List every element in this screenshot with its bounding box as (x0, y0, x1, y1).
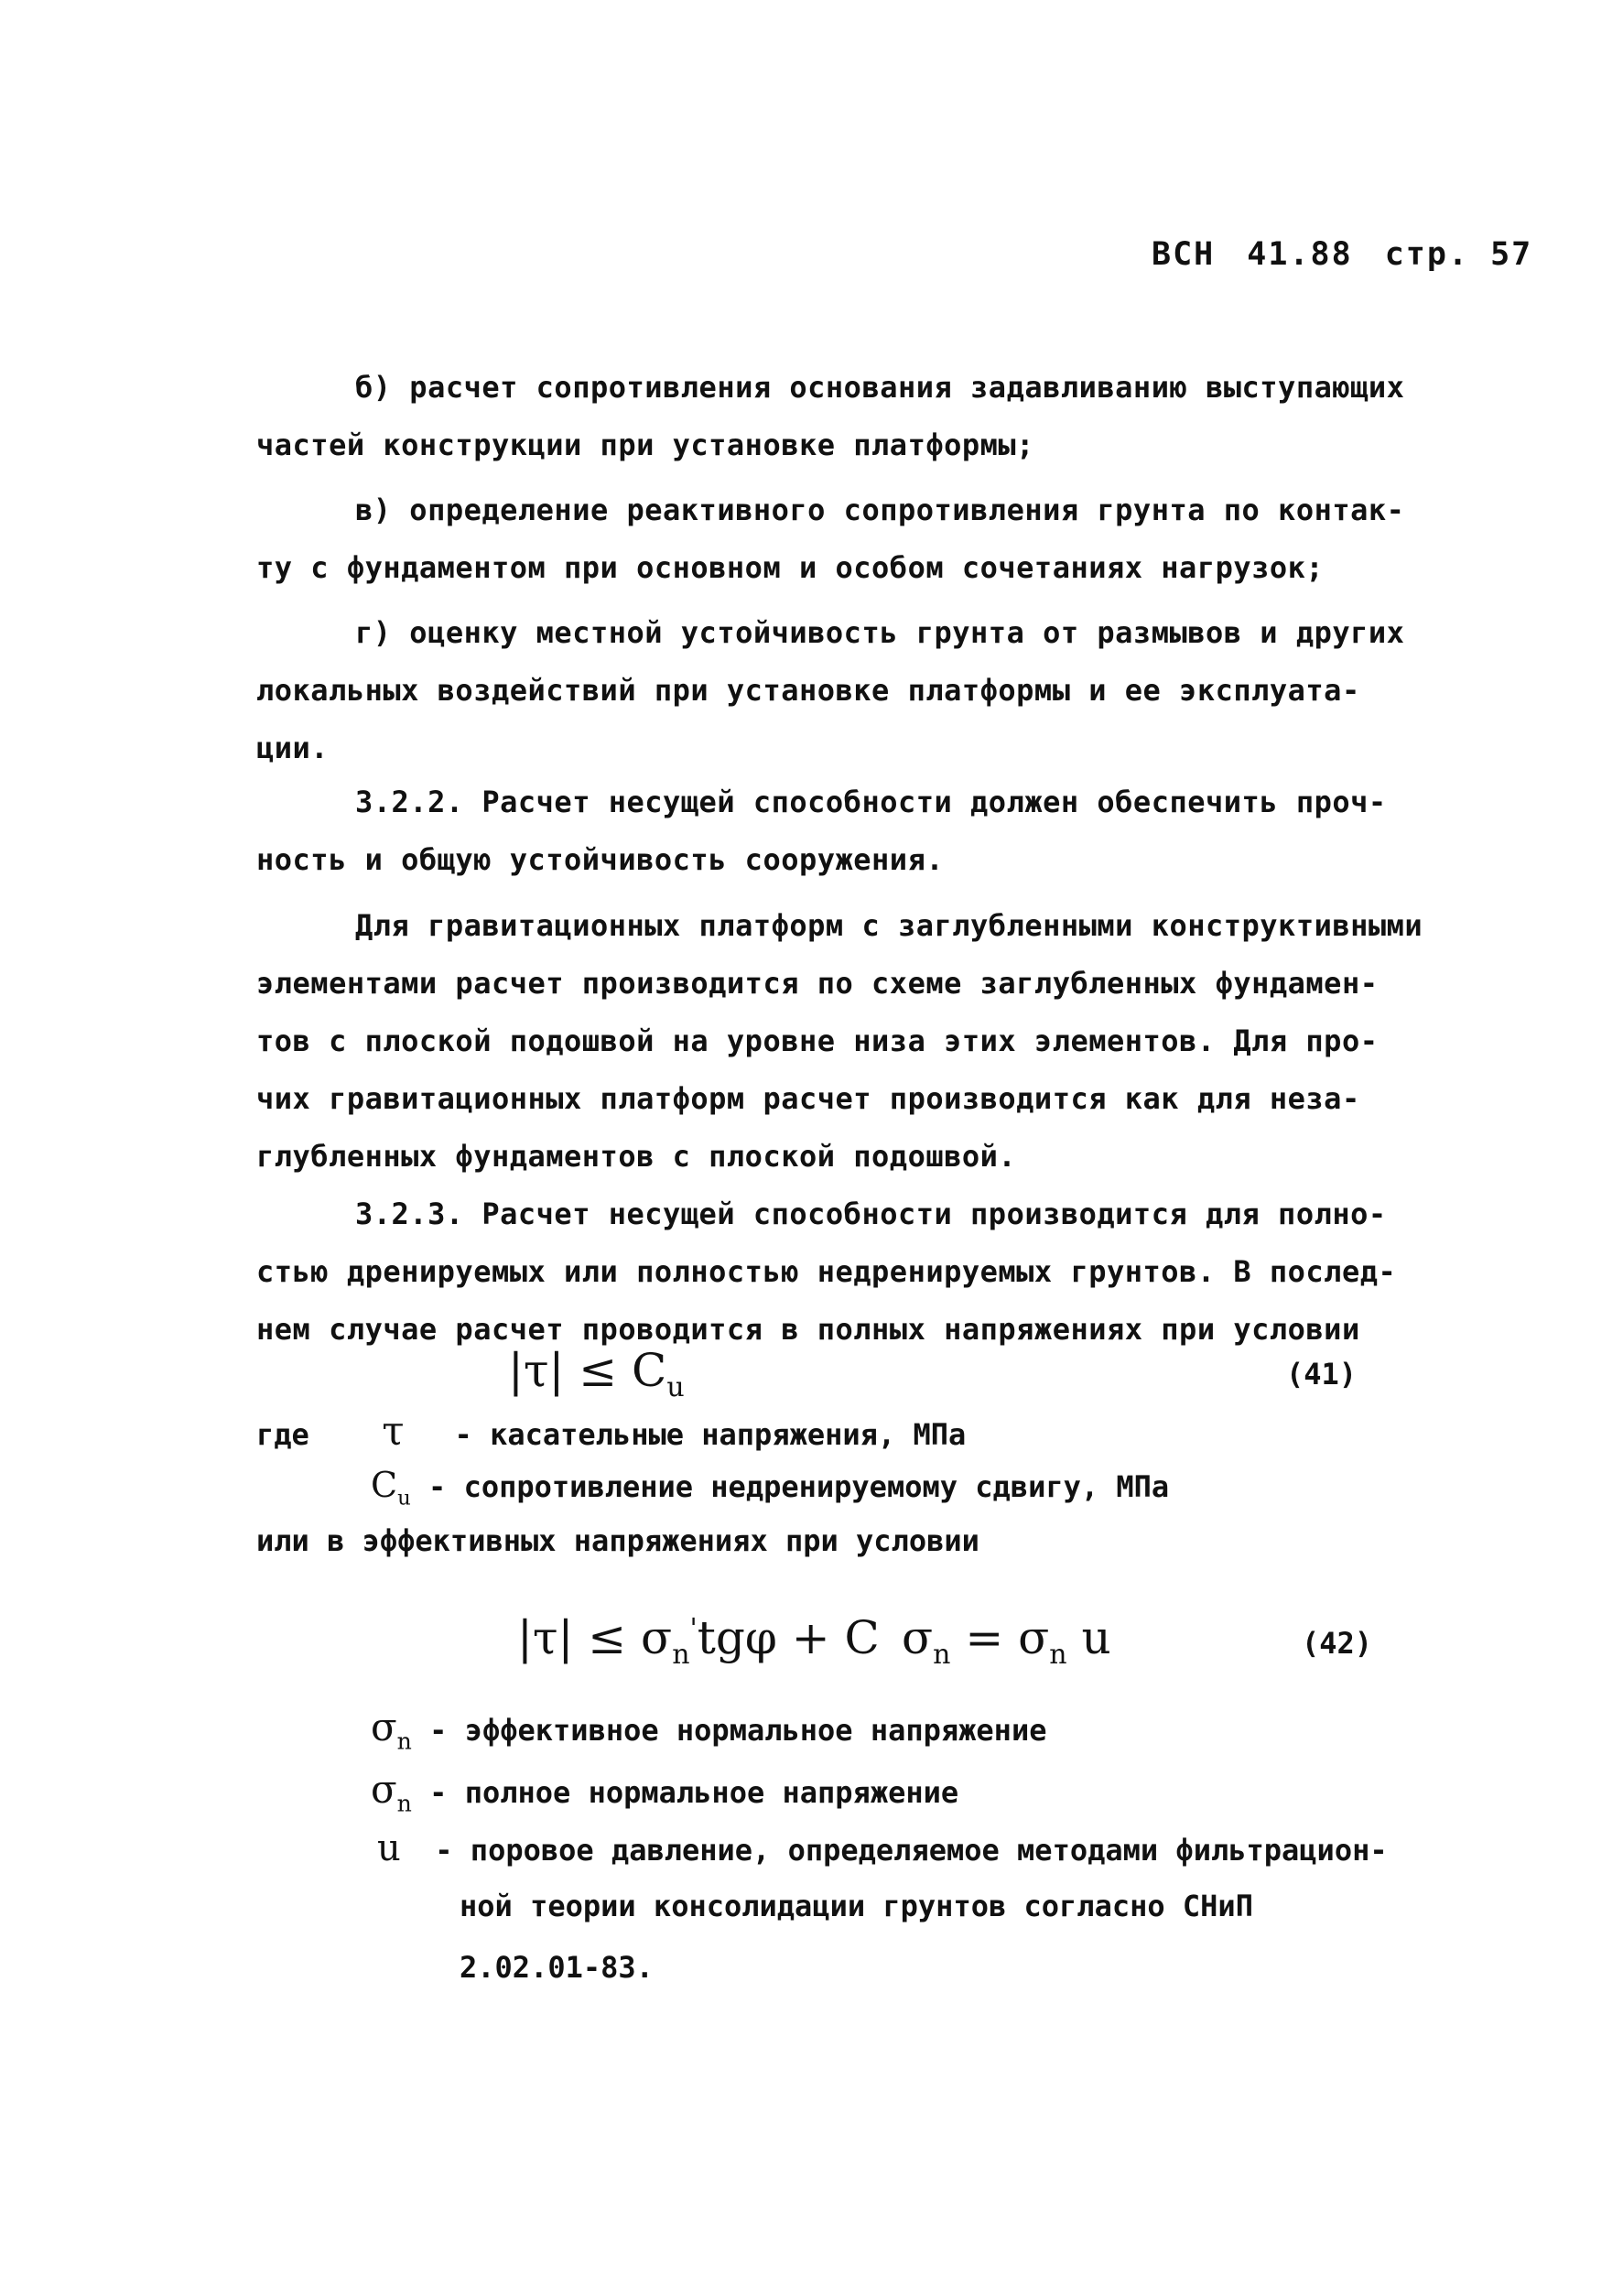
text-line: Для гравитационных платформ с заглубленными конструктивными (355, 908, 1423, 943)
definition-cu (371, 1465, 1169, 1511)
tau-symbol: τ (382, 1408, 405, 1455)
eq41-lhs: |τ| ≤ (508, 1344, 633, 1397)
page-number: стр. 57 (1384, 236, 1533, 273)
text-line: ции. (256, 731, 330, 765)
doc-number: 41.88 (1247, 236, 1353, 273)
effective-stress-relation: $\sigma_n = \sigma_n$ u (902, 1611, 1111, 1671)
definition-tau (256, 1408, 966, 1455)
equation-number-42: (42) (1302, 1626, 1373, 1661)
text-line: чих гравитационных платформ расчет производится как для неза- (256, 1081, 1360, 1116)
cu-symbol: $C_u$ (371, 1465, 411, 1511)
text-line: локальных воздействий при установке платформы и ее эксплуата- (256, 673, 1360, 708)
effective-stress-intro: или в эффективных напряжениях при условии (256, 1523, 979, 1558)
definition-pore-pressure (377, 1827, 1388, 1869)
eq41-sub: u (666, 1371, 685, 1403)
definition-sigma-full (371, 1767, 958, 1816)
sigma-full-definition: - полное нормальное напряжение (429, 1775, 959, 1810)
eq41-c: C (632, 1344, 667, 1397)
page-header (1152, 236, 1543, 273)
u-symbol: u (377, 1827, 401, 1869)
paragraph-g (256, 604, 1428, 777)
text-line: г) оценку местной устойчивость грунта от размывов и других (355, 615, 1405, 650)
where-label: где (256, 1417, 309, 1452)
text-line: глубленных фундаментов с плоской подошвой. (256, 1139, 1017, 1174)
equation-41 (508, 1344, 685, 1403)
pore-pressure-line-3: 2.02.01-83. (460, 1950, 654, 1985)
text-line: б) расчет сопротивления основания задавливанию выступающих (355, 370, 1405, 405)
cu-definition: - сопротивление недренируемому сдвигу, МПа (428, 1469, 1170, 1504)
pore-pressure-line-1: - поровое давление, определяемое методами фильтрацион- (435, 1833, 1388, 1868)
text-line: частей конструкции при установке платформы; (256, 428, 1034, 462)
equation-number-41: (41) (1286, 1357, 1358, 1392)
sigma-effective-definition: - эффективное нормальное напряжение (429, 1713, 1047, 1748)
tau-definition: - касательные напряжения, МПа (454, 1417, 967, 1452)
paragraph-b (256, 359, 1428, 474)
doc-code: ВСН (1152, 236, 1216, 273)
text-line: элементами расчет производится по схеме заглубленных фундамен- (256, 966, 1379, 1001)
text-line: 3.2.2. Расчет несущей способности должен обеспечить проч- (355, 785, 1387, 819)
text-line: тов с плоской подошвой на уровне низа этих элементов. Для про- (256, 1023, 1379, 1058)
text-line: нем случае расчет проводится в полных напряжениях при условии (256, 1312, 1360, 1347)
text-line: ту с фундаментом при основном и особом сочетаниях нагрузок; (256, 550, 1325, 585)
equation-42: $|\tau| \le \sigma_n'tg\varphi + C$ (517, 1611, 880, 1671)
definition-sigma-effective (371, 1705, 1046, 1754)
sigma-n-prime: $\sigma_n'$ (641, 1611, 698, 1671)
sigma-effective-symbol: $\sigma_n$ (371, 1705, 412, 1755)
pore-pressure-line-2: ной теории консолидации грунтов согласно СНиП (460, 1889, 1253, 1923)
paragraph-gravitational (256, 897, 1428, 1186)
text-line: в) определение реактивного сопротивления грунта по контак- (355, 493, 1405, 527)
sigma-full-symbol: $\sigma_n$ (371, 1767, 412, 1817)
paragraph-v (256, 482, 1428, 597)
text-line: стью дренируемых или полностью недренируемых грунтов. В послед- (256, 1254, 1397, 1289)
paragraph-3-2-2 (256, 774, 1428, 889)
text-line: ность и общую устойчивость сооружения. (256, 842, 945, 877)
paragraph-3-2-3 (256, 1186, 1428, 1359)
text-line: 3.2.3. Расчет несущей способности производится для полно- (355, 1197, 1387, 1231)
